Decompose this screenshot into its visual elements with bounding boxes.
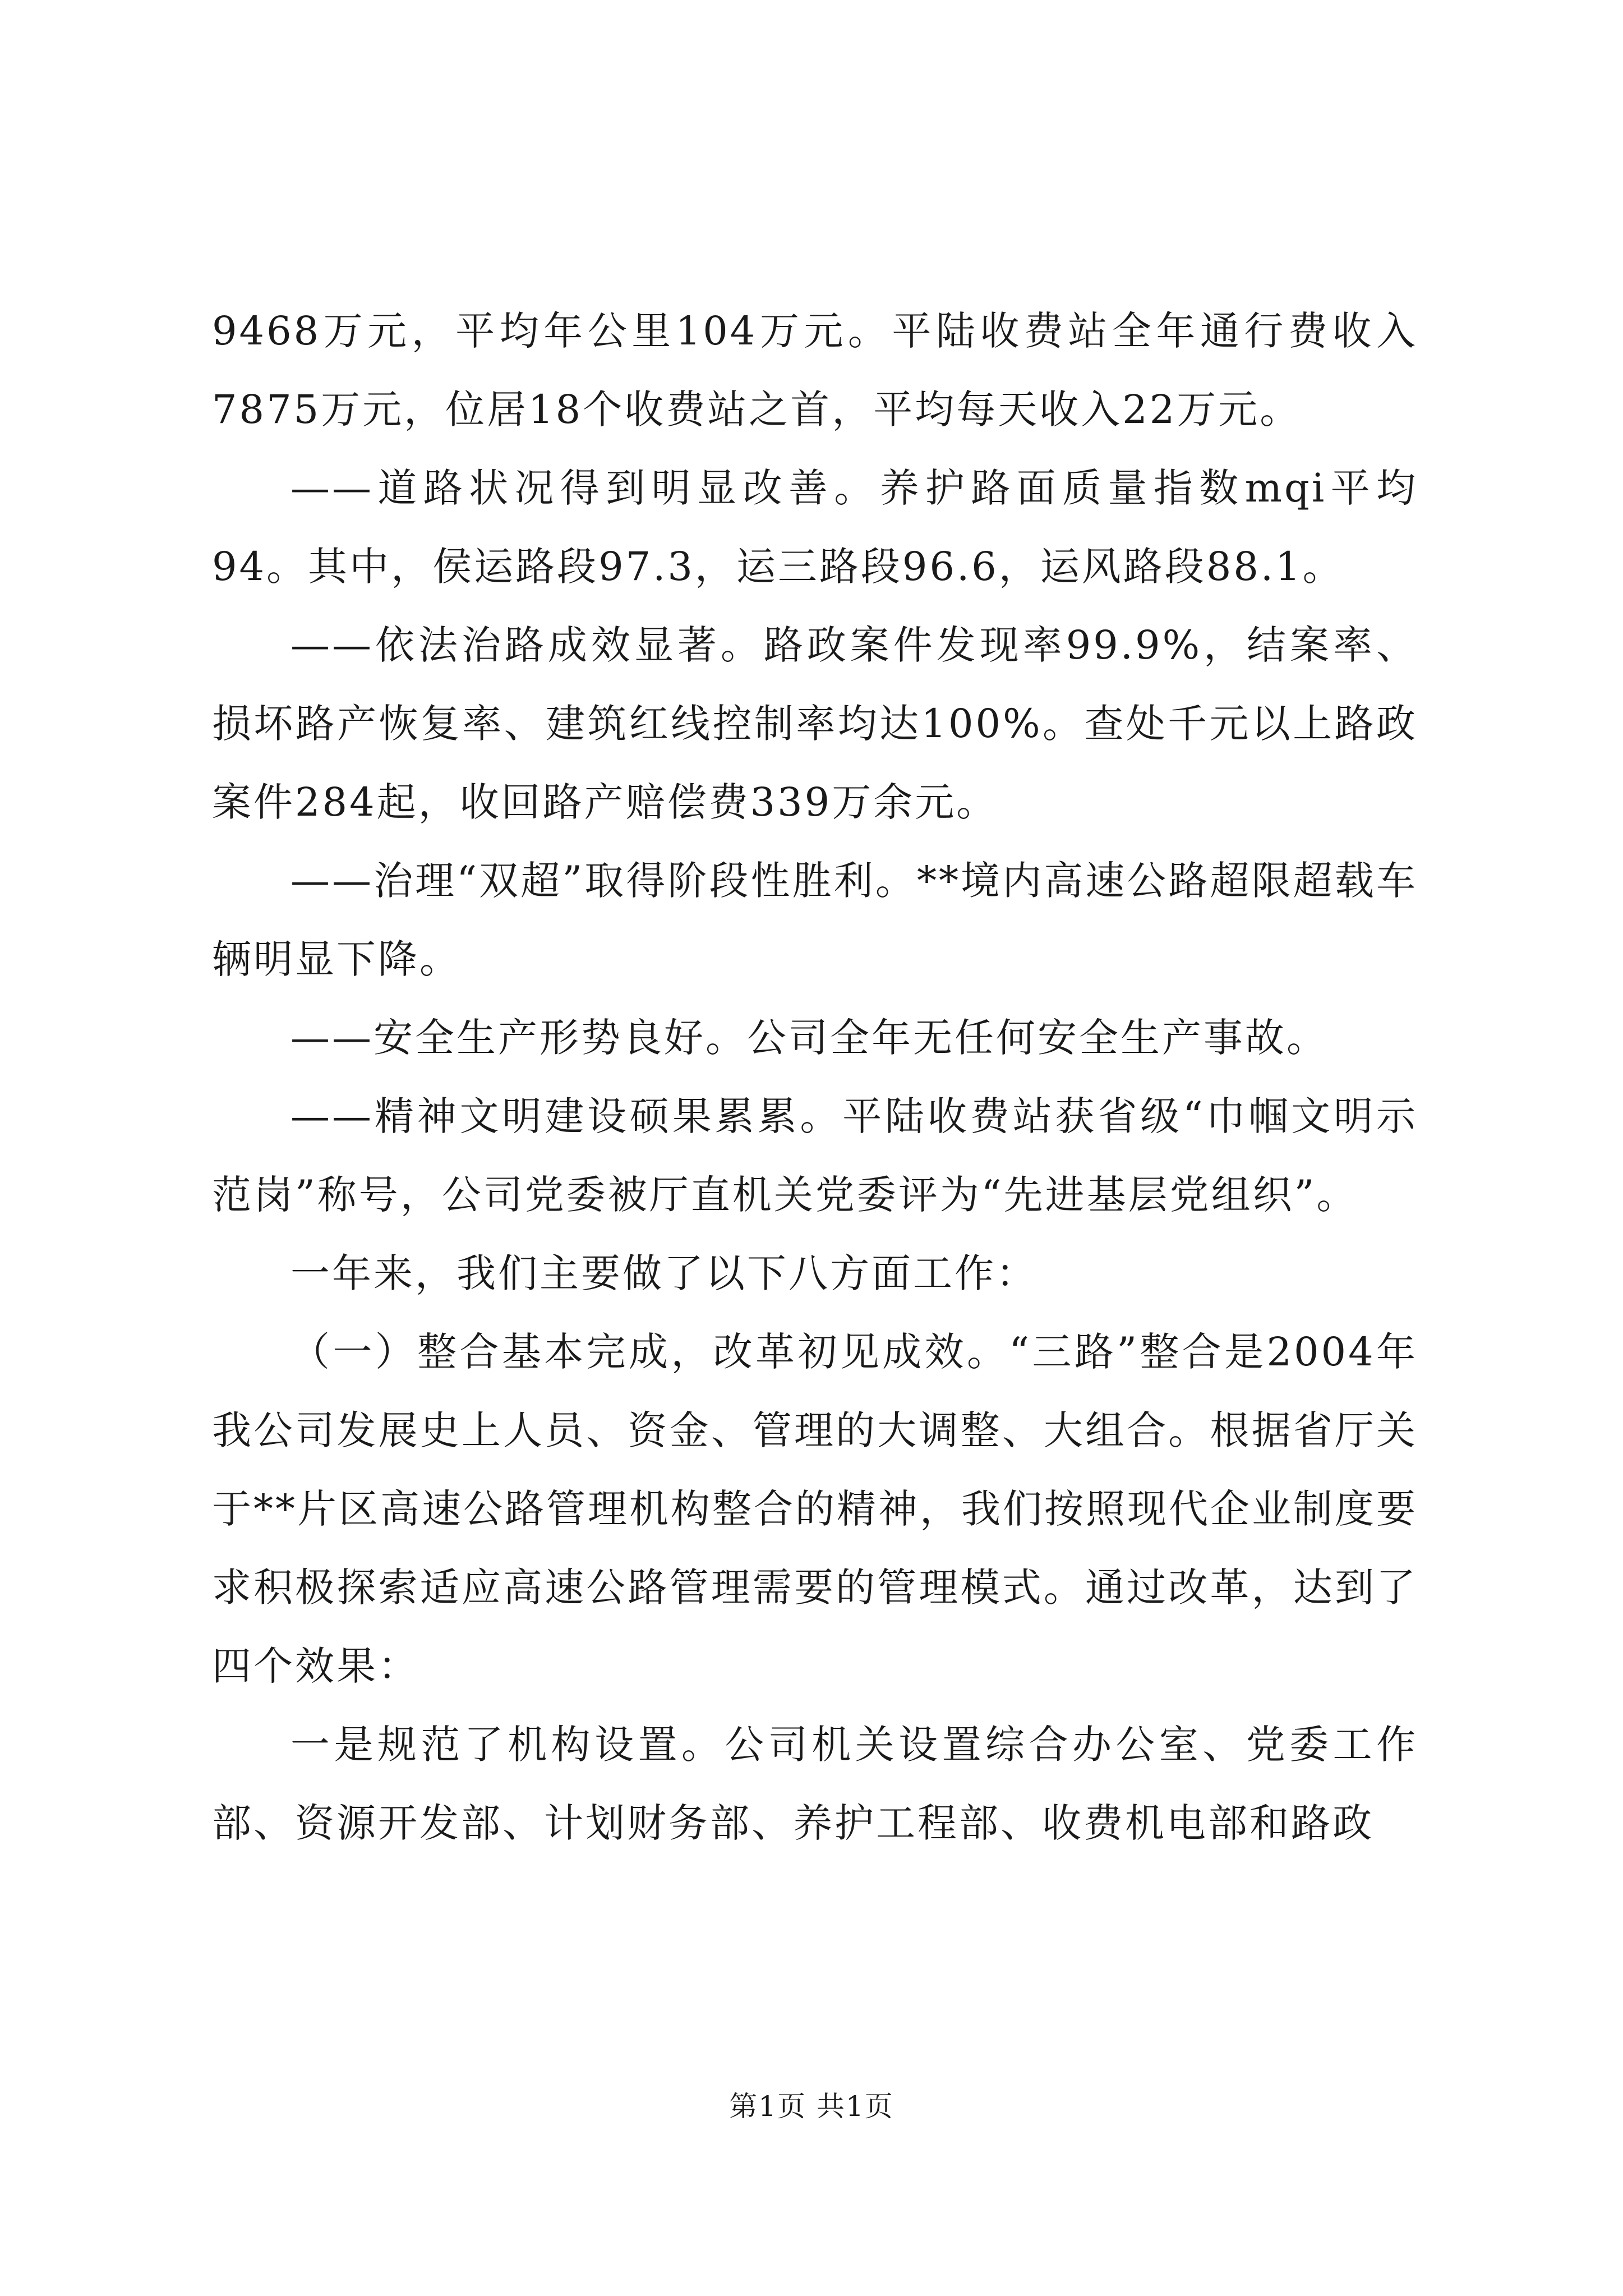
paragraph-eight-aspects: 一年来，我们主要做了以下八方面工作： [291,1250,1038,1296]
paragraph-law-enforcement: ——依法治路成效显著。路政案件发现率99.9%，结案率、损坏路产恢复率、建筑红线控制率均达100%。查处千元以上路政案件284起，收回路产赔偿费339万余元。 [212,622,1418,825]
document-body [212,292,1418,1862]
paragraph-civilization: ——精神文明建设硕果累累。平陆收费站获省级“巾帼文明示范岗”称号，公司党委被厅直机关党委评为“先进基层党组织”。 [212,1093,1418,1218]
paragraph-organization: 一是规范了机构设置。公司机关设置综合办公室、党委工作部、资源开发部、计划财务部、养护工程部、收费机电部和路政 [212,1722,1418,1846]
paragraph-safety: ——安全生产形势良好。公司全年无任何安全生产事故。 [291,1015,1328,1061]
paragraph-road-condition: ——道路状况得到明显改善。养护路面质量指数mqi平均94。其中，侯运路段97.3，运三路段96.6，运风路段88.1。 [212,465,1418,590]
paragraph-revenue: 9468万元，平均年公里104万元。平陆收费站全年通行费收入7875万元，位居18个收费站之首，平均每天收入22万元。 [212,308,1418,432]
page-footer: 第1页 共1页 [729,2090,894,2123]
paragraph-integration: （一）整合基本完成，改革初见成效。“三路”整合是2004年我公司发展史上人员、资金、管理的大调整、大组合。根据省厅关于**片区高速公路管理机构整合的精神，我们按照现代企业制度要求积极探索适应高速公路管理需要的管理模式。通过改革，达到了四个效果： [212,1329,1418,1689]
paragraph-overload-control: ——治理“双超”取得阶段性胜利。**境内高速公路超限超载车辆明显下降。 [212,858,1418,982]
